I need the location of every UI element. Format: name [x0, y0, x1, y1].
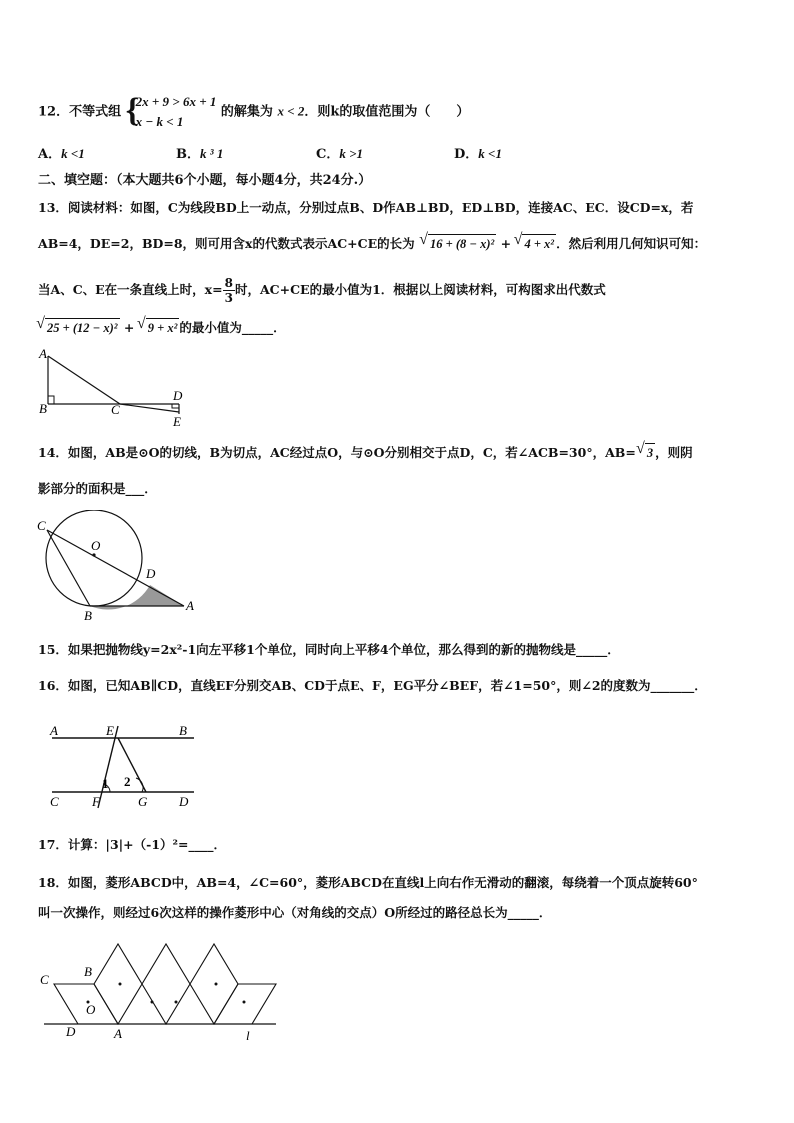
q13-line-3: 当A、C、E在一条直线上时，x= $\frac{8}{3}$ 时，AC+CE的最小值为1．根据以上阅读材料，可构图求出代数式	[38, 276, 606, 305]
q14-label-d: D	[146, 566, 156, 581]
q13-label-b: B	[39, 401, 47, 416]
q12-option-b: B．k ³ 1	[176, 146, 224, 162]
q16-label-f: F	[92, 794, 100, 809]
q14-line-1: 14．如图，AB是⊙O的切线，B为切点，AC经过点O，与⊙O分别相交于点D，C，若∠ACB=30°，AB=√ 3 ，则阴	[38, 443, 693, 462]
q12-option-d: D．k <1	[454, 146, 502, 162]
q13-label-a: A	[39, 346, 47, 361]
q18-label-b: B	[84, 964, 92, 979]
q13-label-e: E	[173, 414, 181, 429]
q14-label-a: A	[186, 598, 194, 613]
q12-inequality-2: x − k < 1	[135, 114, 184, 129]
q14-line-2: 影部分的面积是___．	[38, 481, 157, 496]
q14-figure	[34, 510, 204, 622]
q12-option-c: C．k >1	[316, 146, 364, 162]
q15-text: 15．如果把抛物线y=2x²-1向左平移1个单位，同时向上平移4个单位，那么得到的新的抛物线是_____．	[38, 642, 620, 657]
q16-label-c: C	[50, 794, 59, 809]
q18-line-2: 叫一次操作，则经过6次这样的操作菱形中心（对角线的交点）O所经过的路径总长为_____．	[38, 905, 552, 920]
section-2-heading: 二、填空题：（本大题共6个小题，每小题4分，共24分.）	[38, 173, 372, 188]
q18-label-c: C	[40, 972, 49, 987]
q12-inequality-1: 2x + 9 > 6x + 1	[135, 94, 217, 109]
q13-line-2: AB=4，DE=2，BD=8，则可用含x的代数式表示AC+CE的长为 √ 16 + (8 − x)² + √ 4 + x² ．然后利用几何知识可知：	[38, 234, 706, 253]
q14-label-c: C	[37, 518, 46, 533]
q12-prefix: 不等式组	[69, 104, 122, 120]
q13-line-1: 13．阅读材料：如图，C为线段BD上一动点，分别过点B、D作AB⊥BD，ED⊥BD，连接AC、EC．设CD=x，若	[38, 200, 694, 215]
q13-label-d: D	[173, 388, 183, 403]
q12-number: 12．	[38, 104, 70, 120]
q16-label-d: D	[179, 794, 189, 809]
q14-label-o: O	[91, 538, 101, 553]
q12-option-a: A．k <1	[38, 146, 85, 162]
q18-label-l: l	[246, 1028, 250, 1043]
q12-solution: x < 2	[277, 103, 305, 119]
q18-label-o: O	[86, 1002, 96, 1017]
q12-mid: 的解集为	[220, 104, 273, 120]
q13-root-1: √ 16 + (8 − x)²	[428, 234, 496, 253]
q18-label-d: D	[66, 1024, 76, 1039]
q18-label-a: A	[114, 1026, 122, 1041]
q16-label-e: E	[106, 723, 114, 738]
q16-label-b: B	[179, 723, 187, 738]
q16-figure	[44, 714, 214, 814]
q13-figure	[36, 346, 196, 430]
q13-line-4: √ 25 + (12 − x)² + √ 9 + x² 的最小值为_____．	[38, 318, 286, 337]
q14-root: √ 3	[645, 443, 655, 462]
q13-root-3: √ 25 + (12 − x)²	[45, 318, 120, 337]
q13-root-2: √ 4 + x²	[522, 234, 556, 253]
q16-text: 16．如图，已知AB∥CD，直线EF分别交AB、CD于点E、F，EG平分∠BEF，若∠1=50°，则∠2的度数为_______．	[38, 678, 707, 693]
q12-suffix: ．则k的取值范围为（ ）	[304, 104, 470, 120]
q17-text: 17．计算：|3|+（-1）²=____．	[38, 837, 226, 852]
q16-angle-1: 1	[102, 776, 109, 791]
q13-fraction: $\frac{8}{3}$	[224, 276, 233, 305]
q13-root-4: √ 9 + x²	[146, 318, 180, 337]
q13-label-c: C	[111, 402, 120, 417]
q14-label-b: B	[84, 608, 92, 622]
q16-label-a: A	[50, 723, 58, 738]
q18-figure	[36, 938, 282, 1044]
q18-line-1: 18．如图，菱形ABCD中，AB=4，∠C=60°，菱形ABCD在直线l上向右作无滑动的翻滚，每绕着一个顶点旋转60°	[38, 875, 698, 890]
q16-label-g: G	[138, 794, 148, 809]
q12-inequality-system: { 2x + 9 > 6x + 1 x − k < 1	[126, 92, 217, 132]
q12-stem	[38, 92, 469, 132]
q16-angle-2: 2	[124, 774, 131, 789]
